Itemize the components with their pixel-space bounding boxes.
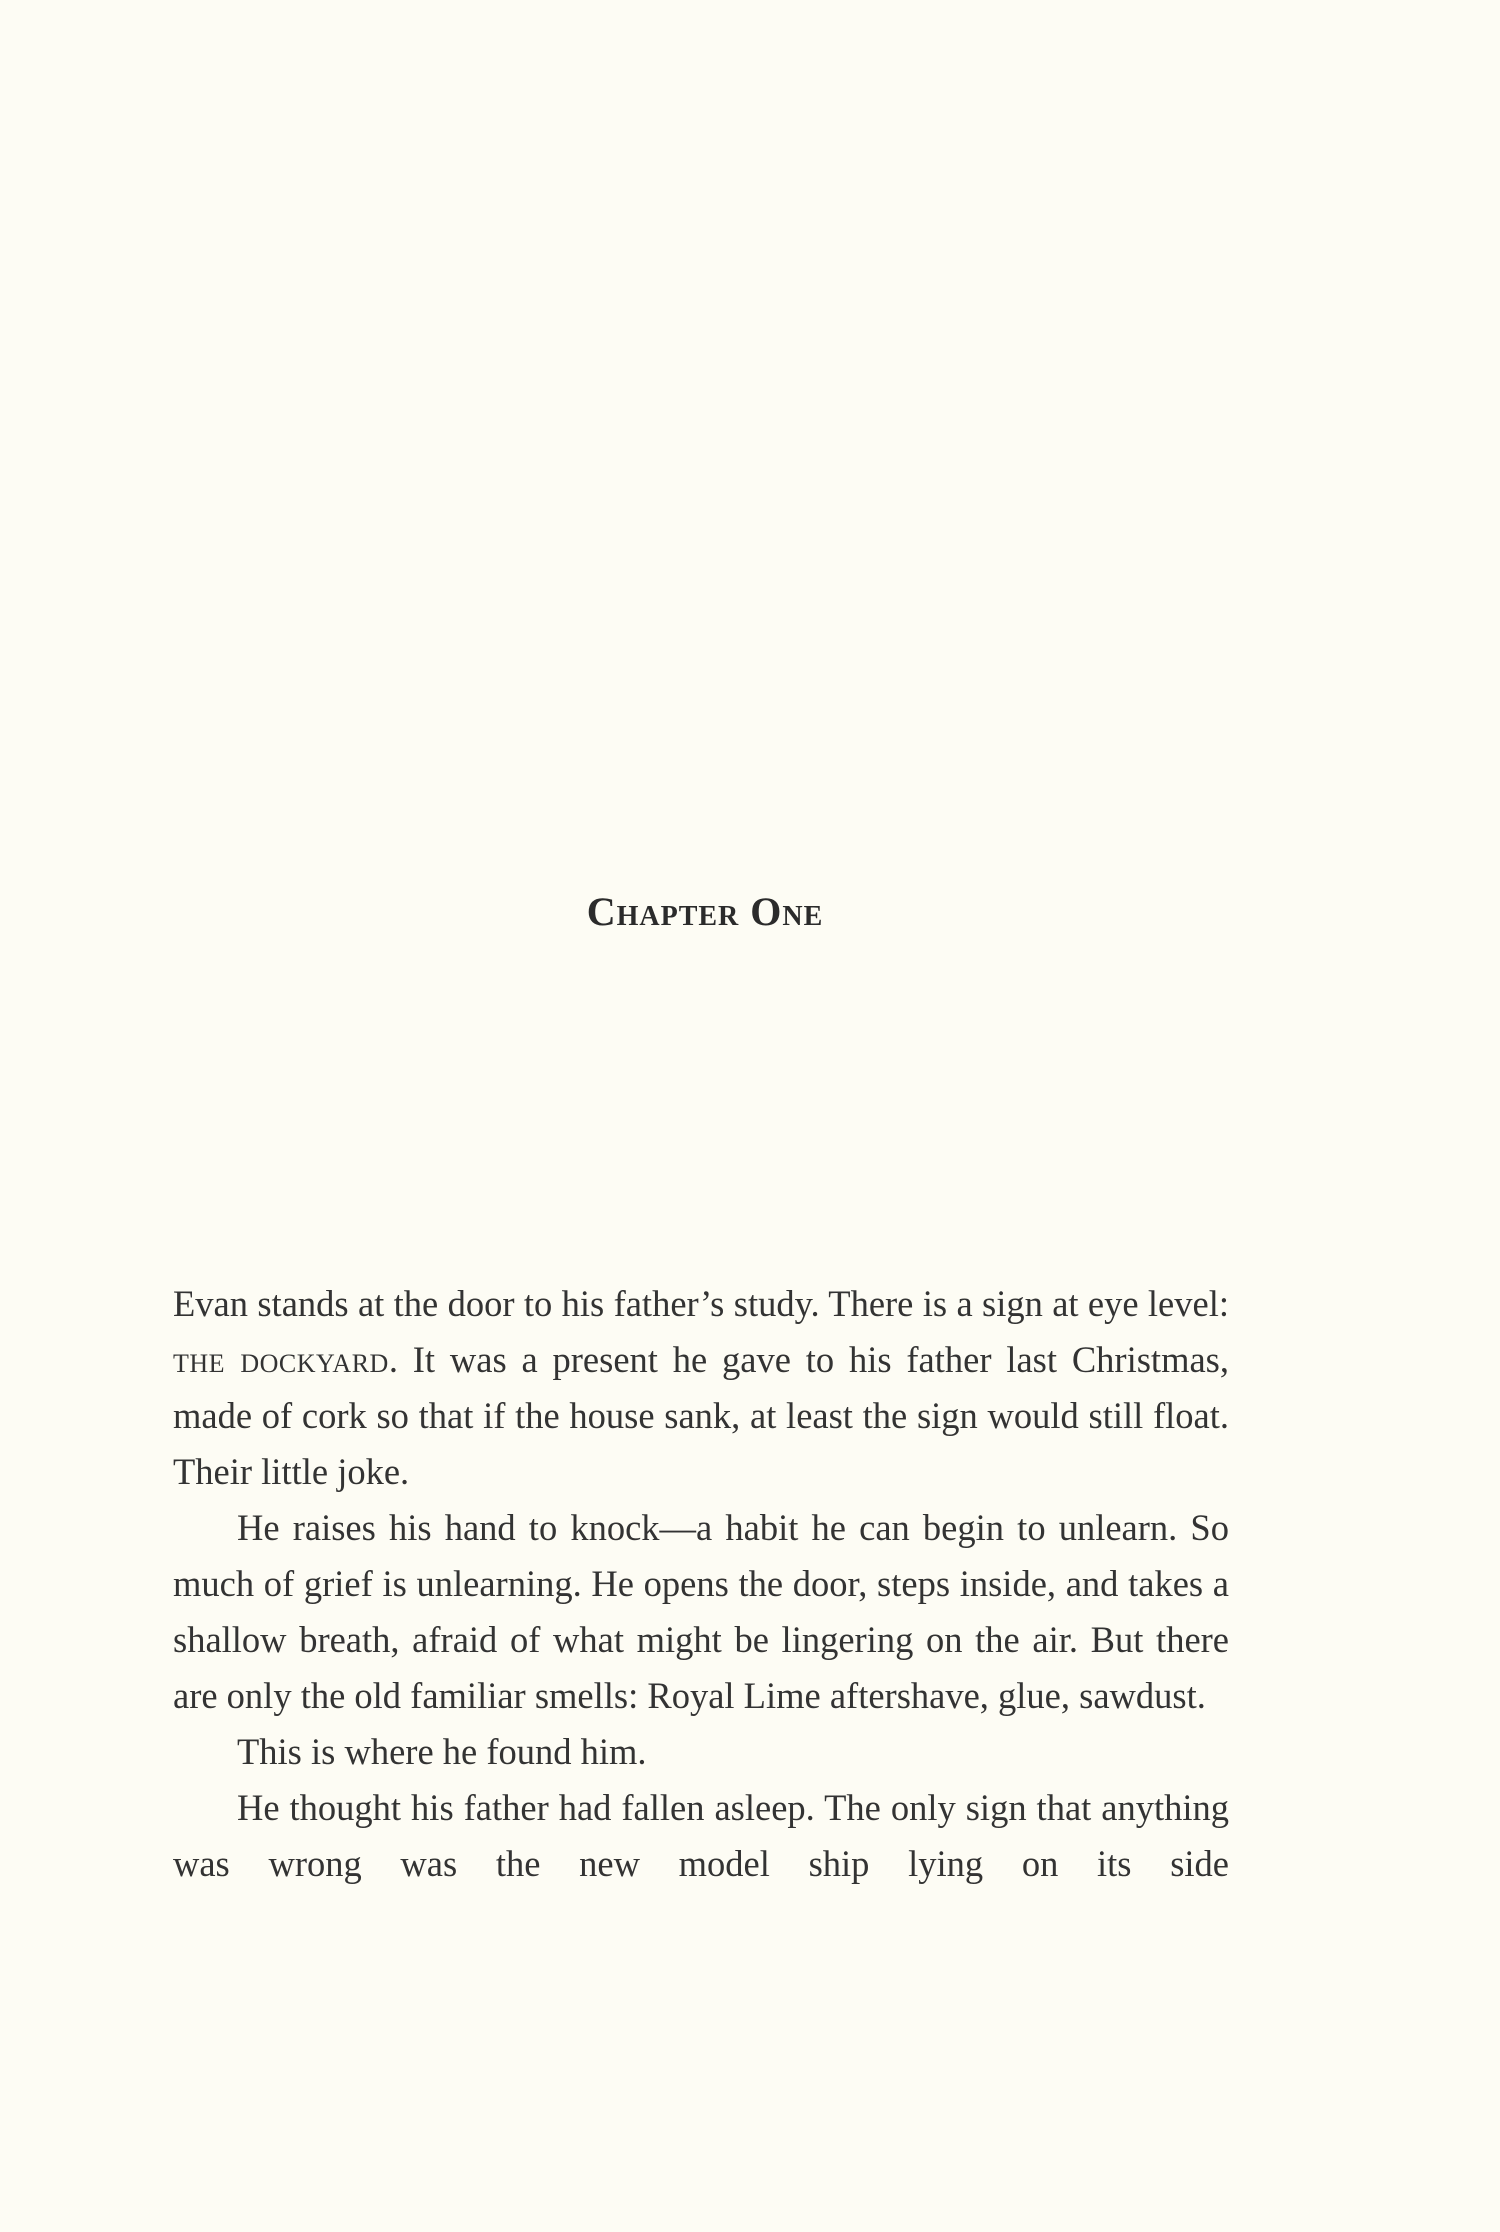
paragraph: This is where he found him.	[237, 1731, 647, 1772]
chapter-body	[173, 1276, 1229, 1892]
chapter-heading: Chapter One	[586, 889, 824, 934]
paragraph: He thought his father had fallen asleep. The only sign that anything was wrong was the new model ship lying on its side	[173, 1787, 1229, 1884]
paragraph-text-part: . It was a present he gave to his father last Christmas, made of cork so that if the house sank, at least the sign would still float. Their little joke.	[173, 1339, 1229, 1492]
paragraph-opening	[173, 1276, 1229, 1500]
paragraph: He raises his hand to knock—a habit he can begin to unlearn. So much of grief is unlearning. He opens the door, steps inside, and takes a shallow breath, afraid of what might be lingering on the air. But there are only the old familiar smells: Royal Lime aftershave, glue, sawdust.	[173, 1507, 1229, 1716]
sign-text: the dockyard	[173, 1339, 389, 1380]
paragraph-text-part: Evan stands at the door to his father’s study. There is a sign at eye level:	[173, 1283, 1229, 1324]
